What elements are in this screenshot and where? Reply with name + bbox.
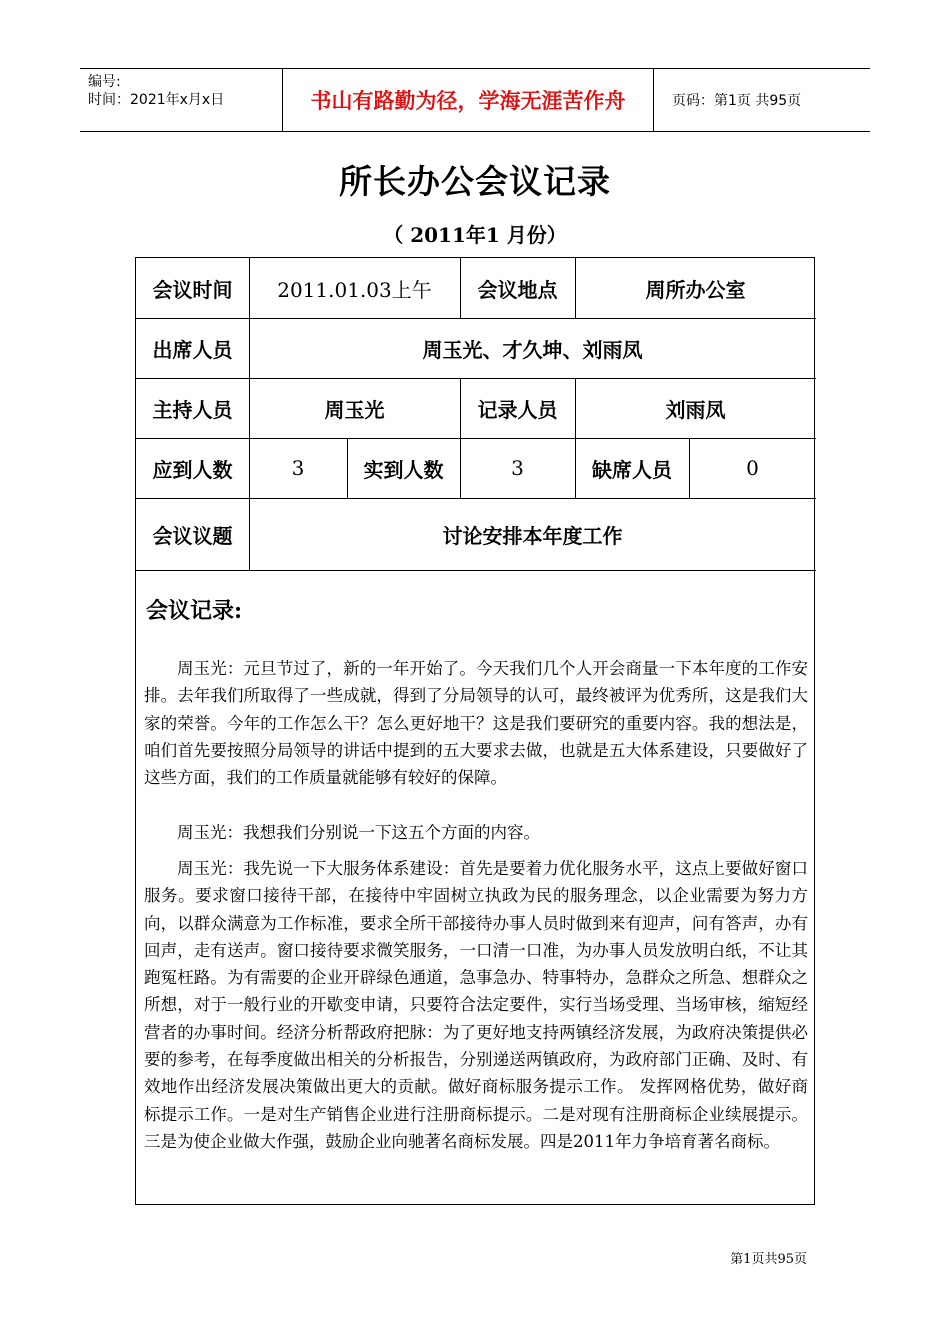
attendees-label: 出席人员 [152, 337, 233, 362]
meeting-place-label: 会议地点 [477, 277, 558, 302]
actual-count-value: 3 [511, 456, 524, 480]
meeting-time-value: 2011.01.03上午 [277, 277, 432, 302]
recorder-value: 刘雨凤 [665, 397, 726, 422]
page-footer: 第1页共95页 [730, 1252, 807, 1267]
header-page-number [662, 69, 870, 131]
document-subtitle: （ 2011年1 月份） [383, 223, 567, 247]
record-heading: 会议记录: [146, 598, 243, 624]
row-divider [136, 570, 816, 571]
recorder-label: 记录人员 [477, 397, 558, 422]
topic-label: 会议议题 [152, 523, 233, 548]
meeting-record-table [135, 257, 815, 1205]
record-paragraph-1: 周玉光：元旦节过了，新的一年开始了。今天我们几个人开会商量一下本年度的工作安排。去年我们所取得了一些成就，得到了分局领导的认可，最终被评为优秀所，这是我们大家的荣誉。今年的工作怎么干？怎么更好地干？这是我们要研究的重要内容。我的想法是，咱们首先要按照分局领导的讲话中提到的五大要求去做，也就是五大体系建设，只要做好了这些方面，我们的工作质量就能够有较好的保障。 [144, 659, 808, 788]
header-meta [80, 69, 282, 131]
meeting-time-label: 会议时间 [152, 277, 233, 302]
expected-count-label: 应到人数 [152, 457, 233, 482]
host-label: 主持人员 [152, 397, 233, 422]
host-value: 周玉光 [324, 397, 385, 422]
document-number-label: 编号: [88, 74, 121, 90]
meeting-place-value: 周所办公室 [645, 277, 746, 302]
topic-value: 讨论安排本年度工作 [442, 523, 623, 548]
record-paragraph-3: 周玉光：我先说一下大服务体系建设：首先是要着力优化服务水平，这点上要做好窗口服务。要求窗口接待干部，在接待中牢固树立执政为民的服务理念，以企业需要为努力方向，以群众满意为工作标准，要求全所干部接待办事人员时做到来有迎声，问有答声，办有回声，走有送声。窗口接待要求微笑服务，一口清一口准，为办事人员发放明白纸，不让其跑冤枉路。为有需要的企业开辟绿色通道，急事急办、特事特办，急群众之所急、想群众之所想，对于一般行业的开歇变申请，只要符合法定要件，实行当场受理、当场审核，缩短经营者的办事时间。经济分析帮政府把脉：为了更好地支持两镇经济发展，为政府决策提供必要的参考，在每季度做出相关的分析报告，分别递送两镇政府，为政府部门正确、及时、有效地作出经济发展决策做出更大的贡献。做好商标服务提示工作。 发挥网格优势，做好商标提示工作。一是对生产销售企业进行注册商标提示。二是对现有注册商标企业续展提示。三是为使企业做大作强，鼓励企业向驰著名商标发展。四是2011年力争培育著名商标。 [144, 859, 808, 1151]
header-motto: 书山有路勤为径，学海无涯苦作舟 [282, 69, 654, 131]
document-time-label: 时间：2021年x月x日 [88, 92, 225, 108]
record-paragraph-2: 周玉光：我想我们分别说一下这五个方面的内容。 [177, 823, 540, 842]
absent-value: 0 [746, 456, 759, 480]
actual-count-label: 实到人数 [363, 457, 444, 482]
page-header [80, 68, 870, 132]
expected-count-value: 3 [291, 456, 305, 480]
header-page-text: 页码：第1页 共95页 [672, 93, 802, 109]
document-title: 所长办公会议记录 [339, 162, 611, 201]
absent-label: 缺席人员 [592, 457, 672, 482]
attendees-value: 周玉光、才久坤、刘雨凤 [422, 337, 643, 362]
